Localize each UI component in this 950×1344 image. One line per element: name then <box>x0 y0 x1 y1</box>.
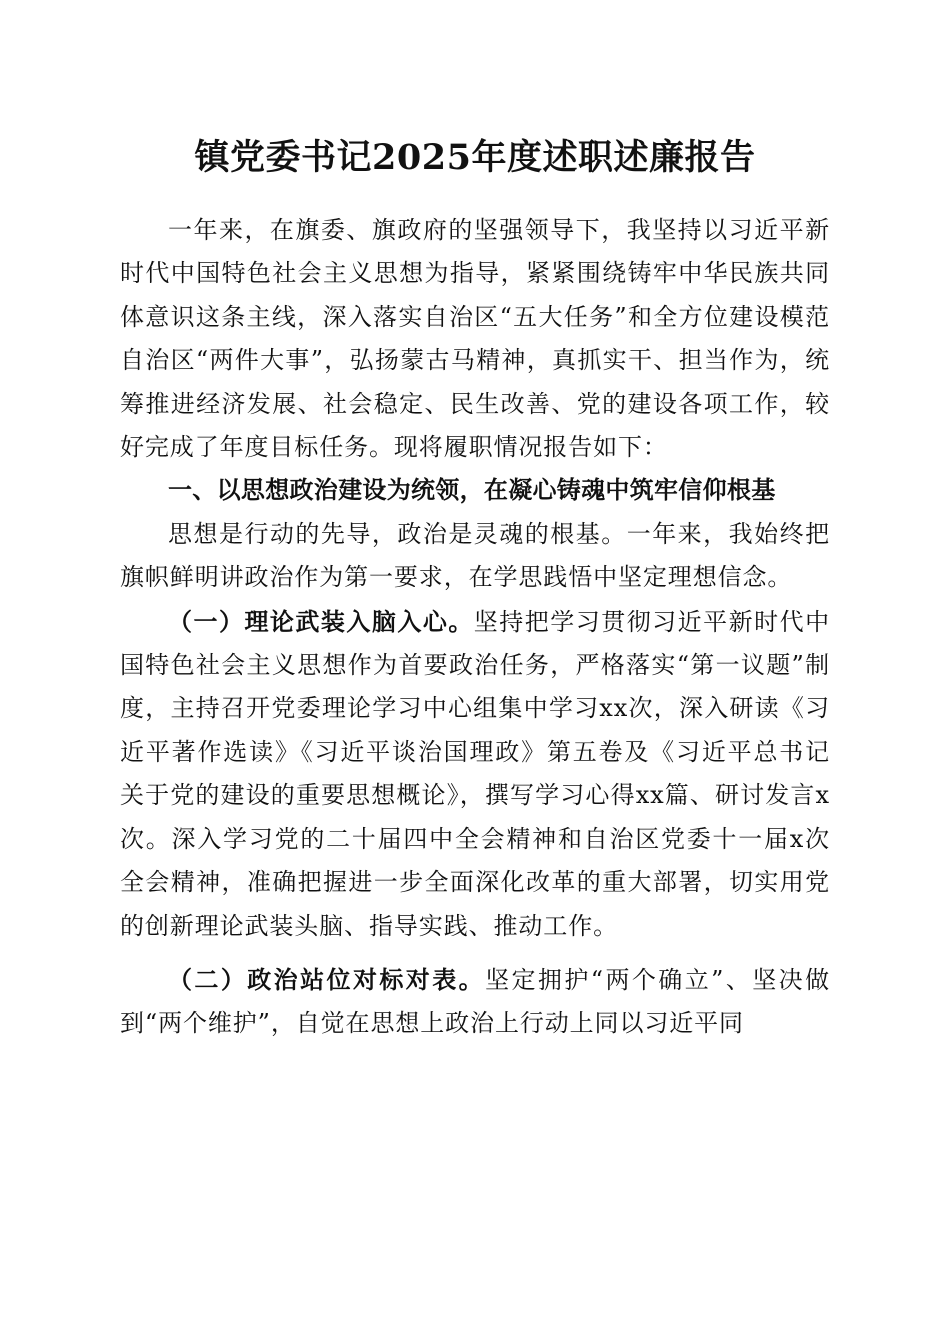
section-1-item-2 <box>120 958 830 1046</box>
item-2-text: 坚定拥护“两个确立”、坚决做到“两个维护”，自觉在思想上政治上行动上同以习近平同 <box>120 965 830 1038</box>
item-2-lead: （二）政治站位对标对表。 <box>168 964 486 994</box>
document-body <box>120 209 830 1046</box>
section-heading-1: 一、以思想政治建设为统领，在凝心铸魂中筑牢信仰根基 <box>168 476 776 505</box>
section-1-item-1 <box>120 600 830 948</box>
document-title: 镇党委书记2025年度述职述廉报告 <box>194 137 756 178</box>
section-1-intro: 思想是行动的先导，政治是灵魂的根基。一年来，我始终把旗帜鲜明讲政治作为第一要求，在学思践悟中坚定理想信念。 <box>120 519 830 592</box>
item-1-lead: （一）理论武装入脑入心。 <box>168 606 474 636</box>
item-1-text: 坚持把学习贯彻习近平新时代中国特色社会主义思想作为首要政治任务，严格落实“第一议题”制度，主持召开党委理论学习中心组集中学习xx次，深入研读《习近平著作选读》《习近平谈治国理政》第五卷及《习近平总书记关于党的建设的重要思想概论》，撰写学习心得xx篇、研讨发言x次。深入学习党的二十届四中全会精神和自治区党委十一届x次全会精神，准确把握进一步全面深化改革的重大部署，切实用党的创新理论武装头脑、指导实践、推动工作。 <box>120 607 830 940</box>
intro-paragraph: 一年来，在旗委、旗政府的坚强领导下，我坚持以习近平新时代中国特色社会主义思想为指导，紧紧围绕铸牢中华民族共同体意识这条主线，深入落实自治区“五大任务”和全方位建设模范自治区“两件大事”，弘扬蒙古马精神，真抓实干、担当作为，统筹推进经济发展、社会稳定、民生改善、党的建设各项工作，较好完成了年度目标任务。现将履职情况报告如下： <box>120 216 830 462</box>
